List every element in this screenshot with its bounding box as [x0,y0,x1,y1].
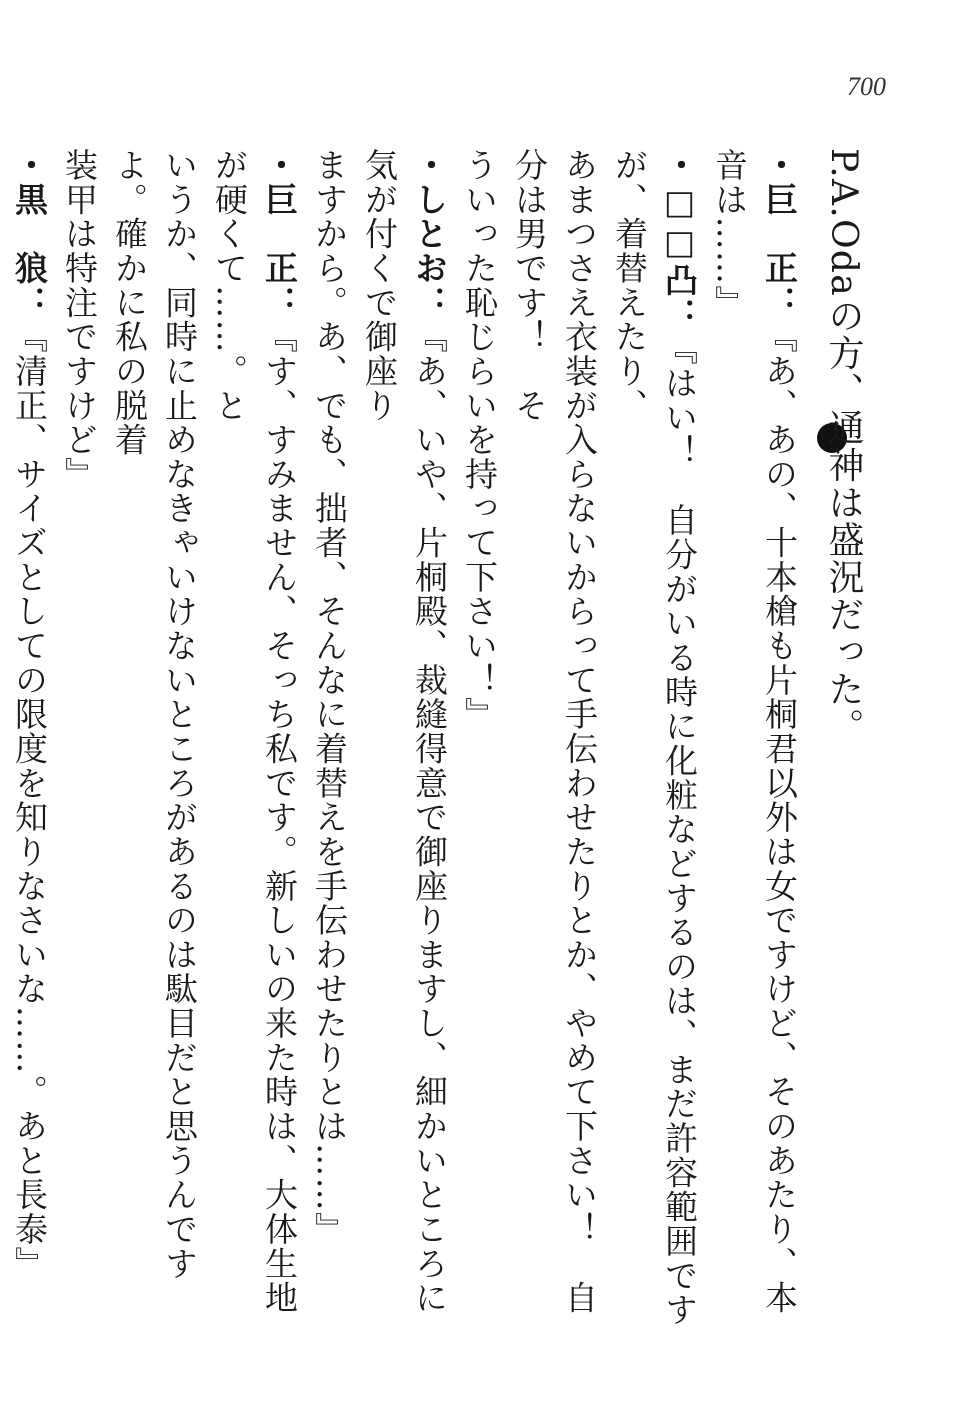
continuation-text: あまつさえ衣装が入らないからって手伝わせたりとか、やめて下さい！ 自分は男です！ そ [510,148,599,1315]
speech-text: 『はい！ 自分がいる時に化粧などするのは、まだ許容範囲ですが、着替えたり、 [610,148,699,1327]
speaker-label: ・黒 狼： [10,148,49,320]
speech-text: 『す、すみません、そっち私です。新しいの来た時は、大体生地が硬くて……。と [210,148,299,1315]
continuation-text: 装甲は特注ですけど』 [60,148,99,492]
speaker-label: ・しとお： [410,148,449,320]
vertical-text-body [0,148,868,1328]
speech-line [204,148,304,1328]
continuation-line [304,148,354,1328]
continuation-text: いうか、同時に止めなきゃいけないところがあるのは駄目だと思うんですよ。確かに私の脱着 [110,148,199,1281]
continuation-line [54,148,104,1328]
heading-line [818,148,868,1328]
speaker-label: ・□□凸： [660,148,699,332]
speech-line [704,148,804,1328]
speech-line [4,148,54,1328]
continuation-line [504,148,604,1328]
continuation-line [104,148,204,1328]
continuation-line [454,148,504,1328]
speech-line [0,148,4,1328]
speaker-label: ・巨 正： [760,148,799,320]
heading-text: P.A.Odaの方、通神は盛況だった。 [823,148,864,745]
continuation-text: ますから。あ、でも、拙者、そんなに着替えを手伝わせたりとは……』 [310,148,349,1247]
speech-line [604,148,704,1328]
speech-text: 『あ、いや、片桐殿、裁縫得意で御座りますし、細かいところに気が付くで御座り [360,148,449,1315]
speech-text: 『清正、サイズとしての限度を知りなさいな……。あと長泰』 [10,319,49,1281]
continuation-text: ういった恥じらいを持って下さい！』 [460,148,499,732]
speech-line [354,148,454,1328]
page-number: 700 [847,72,886,101]
speech-text: 『あ、あの、十本槍も片桐君以外は女ですけど、そのあたり、本音は……』 [710,148,799,1315]
speaker-label: ・巨 正： [260,148,299,320]
